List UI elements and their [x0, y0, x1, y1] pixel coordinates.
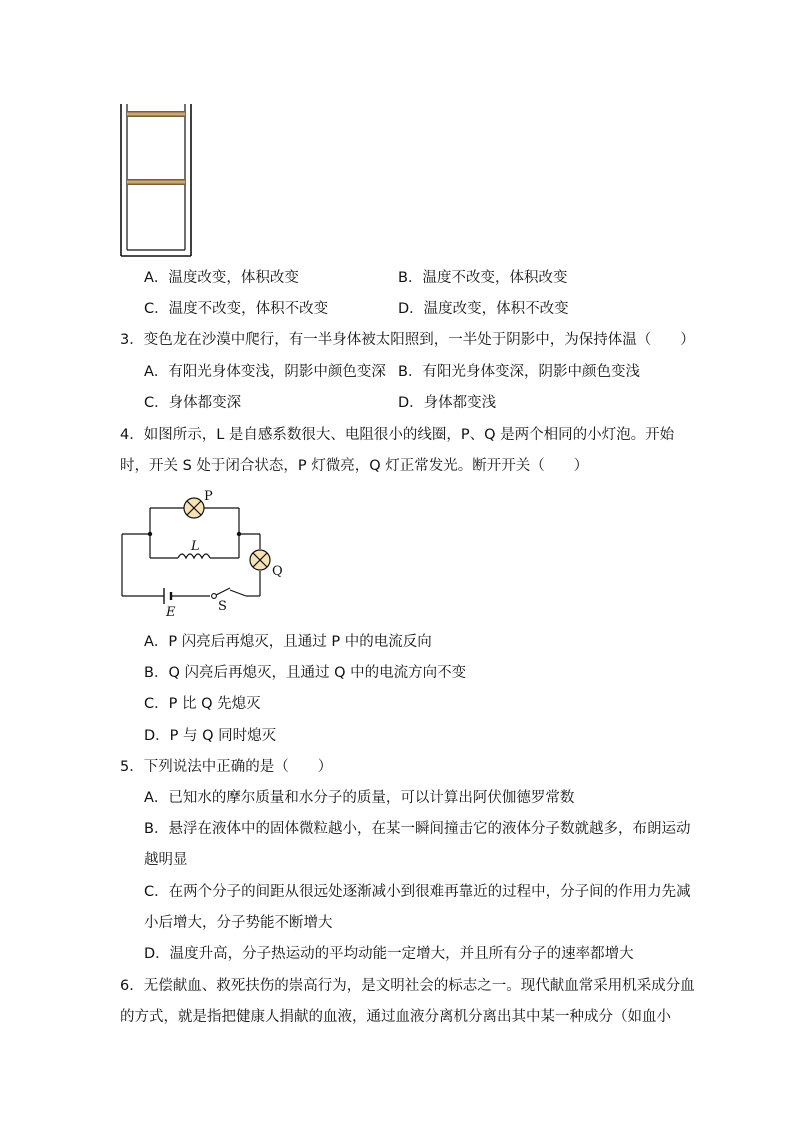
label-s: S — [218, 599, 227, 614]
q3-option-d[interactable]: D．身体都变浅 — [398, 395, 497, 411]
label-q: Q — [272, 564, 283, 579]
q2-option-c[interactable]: C．温度不改变，体积不改变 — [144, 301, 329, 317]
upper-piston — [127, 111, 185, 117]
q5-option-c-line-2[interactable]: 小后增大，分子势能不断增大 — [144, 915, 333, 931]
q4-option-b[interactable]: B．Q 闪亮后再熄灭，且通过 Q 中的电流方向不变 — [144, 665, 467, 681]
q6-stem-line-1: 6．无偿献血、救死扶伤的崇高行为，是文明社会的标志之一。现代献血常采用机采成分血 — [120, 978, 695, 994]
q3-option-a[interactable]: A．有阳光身体变浅，阴影中颜色变深 — [144, 364, 386, 380]
q4-stem-line-1: 4．如图所示，L 是自感系数很大、电阻很小的线圈，P、Q 是两个相同的小灯泡。开始 — [120, 427, 675, 443]
q5-option-b-line-1[interactable]: B．悬浮在液体中的固体微粒越小，在某一瞬间撞击它的液体分子数就越多，布朗运动 — [144, 821, 691, 837]
lower-piston — [127, 179, 185, 185]
label-l: L — [191, 539, 200, 554]
q4-stem-line-2: 时，开关 S 处于闭合状态，P 灯微亮，Q 灯正常发光。断开开关（ ） — [120, 458, 589, 474]
q6-stem-line-2: 的方式，就是指把健康人捐献的血液，通过血液分离机分离出其中某一种成分（如血小 — [120, 1009, 671, 1025]
q3-option-c[interactable]: C．身体都变深 — [144, 395, 242, 411]
q2-option-b[interactable]: B．温度不改变，体积改变 — [398, 270, 568, 286]
q5-option-b-line-2[interactable]: 越明显 — [144, 852, 188, 868]
q2-option-d[interactable]: D．温度改变，体积不改变 — [398, 301, 569, 317]
circuit-diagram — [114, 484, 294, 620]
q5-option-c-line-1[interactable]: C．在两个分子的间距从很远处逐渐减小到很难再靠近的过程中，分子间的作用力先减 — [144, 884, 691, 900]
q5-option-d[interactable]: D．温度升高，分子热运动的平均动能一定增大，并且所有分子的速率都增大 — [144, 946, 634, 962]
switch-icon — [212, 588, 230, 598]
cylinder-piston-figure — [116, 100, 196, 260]
q5-stem: 5．下列说法中正确的是（ ） — [120, 759, 333, 775]
q4-option-d[interactable]: D．P 与 Q 同时熄灭 — [144, 728, 277, 744]
label-e: E — [166, 605, 176, 620]
q4-option-a[interactable]: A．P 闪亮后再熄灭，且通过 P 中的电流反向 — [144, 634, 432, 650]
q2-option-a[interactable]: A．温度改变，体积改变 — [144, 270, 299, 286]
q3-option-b[interactable]: B．有阳光身体变深，阴影中颜色变浅 — [398, 364, 640, 380]
q4-option-c[interactable]: C．P 比 Q 先熄灭 — [144, 696, 261, 712]
lamp-q-icon — [250, 550, 270, 570]
label-p: P — [204, 489, 213, 504]
q5-option-a[interactable]: A．已知水的摩尔质量和水分子的质量，可以计算出阿伏伽德罗常数 — [144, 790, 575, 806]
lamp-p-icon — [184, 498, 204, 518]
battery-icon — [164, 588, 171, 604]
q3-stem: 3．变色龙在沙漠中爬行，有一半身体被太阳照到，一半处于阴影中，为保持体温（ ） — [120, 332, 695, 348]
